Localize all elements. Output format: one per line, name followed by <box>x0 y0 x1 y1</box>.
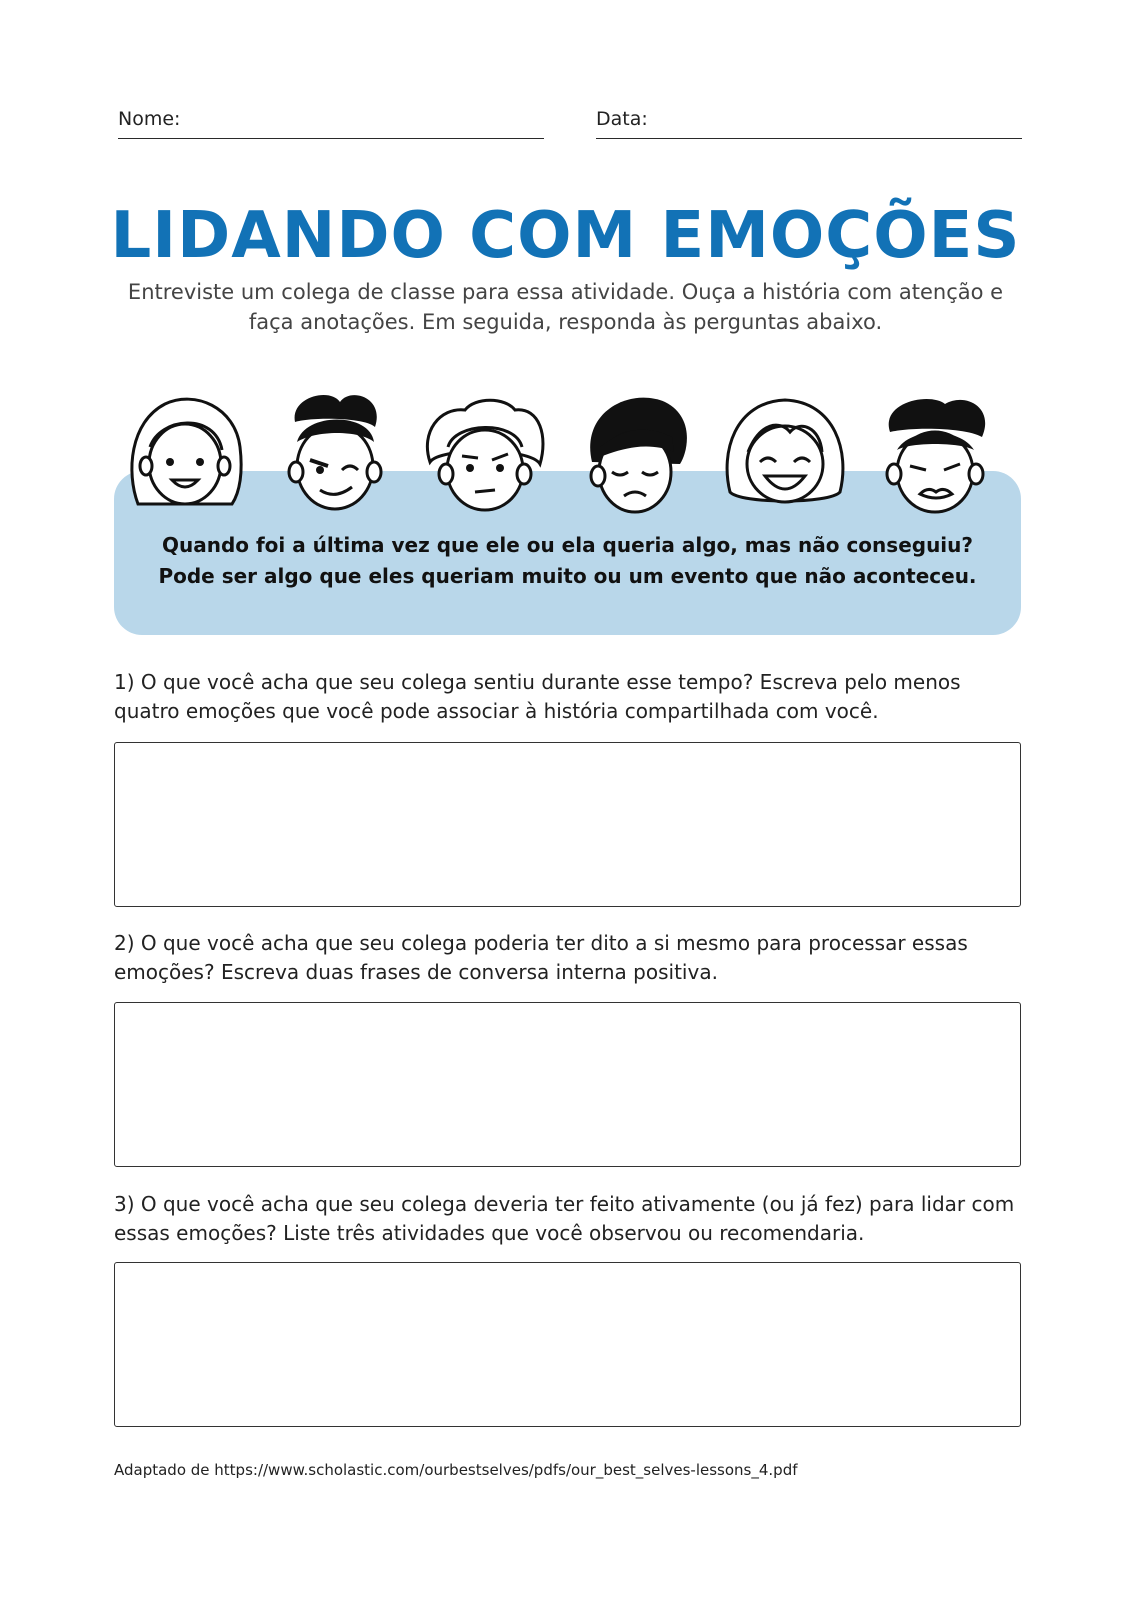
page-title: LIDANDO COM EMOÇÕES <box>110 199 1021 273</box>
question-1: 1) O que você acha que seu colega sentiu durante esse tempo? Escreva pelo menos quatro emoções que você pode associar à história compartilhada com você. <box>114 670 961 723</box>
smiling-girl-face-icon <box>120 392 250 522</box>
prompt-line-1: Quando foi a última vez que ele ou ela queria algo, mas não conseguiu? <box>161 533 974 557</box>
sad-boy-face-icon <box>570 392 700 522</box>
prompt-line-2: Pode ser algo que eles queriam muito ou um evento que não aconteceu. <box>158 564 977 588</box>
answer-box-3[interactable] <box>114 1262 1021 1427</box>
winking-boy-face-icon <box>270 392 400 522</box>
question-3: 3) O que você acha que seu colega deveria ter feito ativamente (ou já fez) para lidar com essas emoções? Liste três atividades que você observou ou recomendaria. <box>114 1192 1015 1245</box>
upset-boy-face-icon <box>870 392 1000 522</box>
answer-box-2[interactable] <box>114 1002 1021 1167</box>
prompt-text <box>114 530 1021 592</box>
source-footnote: Adaptado de https://www.scholastic.com/ourbestselves/pdfs/our_best_selves-lessons_4.pdf <box>114 1461 798 1479</box>
laughing-girl-face-icon <box>720 392 850 522</box>
intro-text: Entreviste um colega de classe para essa atividade. Ouça a história com atenção e faça anotações. Em seguida, responda às perguntas abaixo. <box>127 280 1004 334</box>
name-field[interactable] <box>118 106 544 139</box>
question-2: 2) O que você acha que seu colega poderia ter dito a si mesmo para processar essas emoções? Escreva duas frases de conversa interna positiva. <box>114 931 968 984</box>
date-label: Data: <box>596 108 648 130</box>
skeptical-curly-face-icon <box>420 392 550 522</box>
answer-box-1[interactable] <box>114 742 1021 907</box>
date-field[interactable] <box>596 106 1022 139</box>
faces-illustration <box>120 392 1010 522</box>
name-label: Nome: <box>118 108 181 130</box>
